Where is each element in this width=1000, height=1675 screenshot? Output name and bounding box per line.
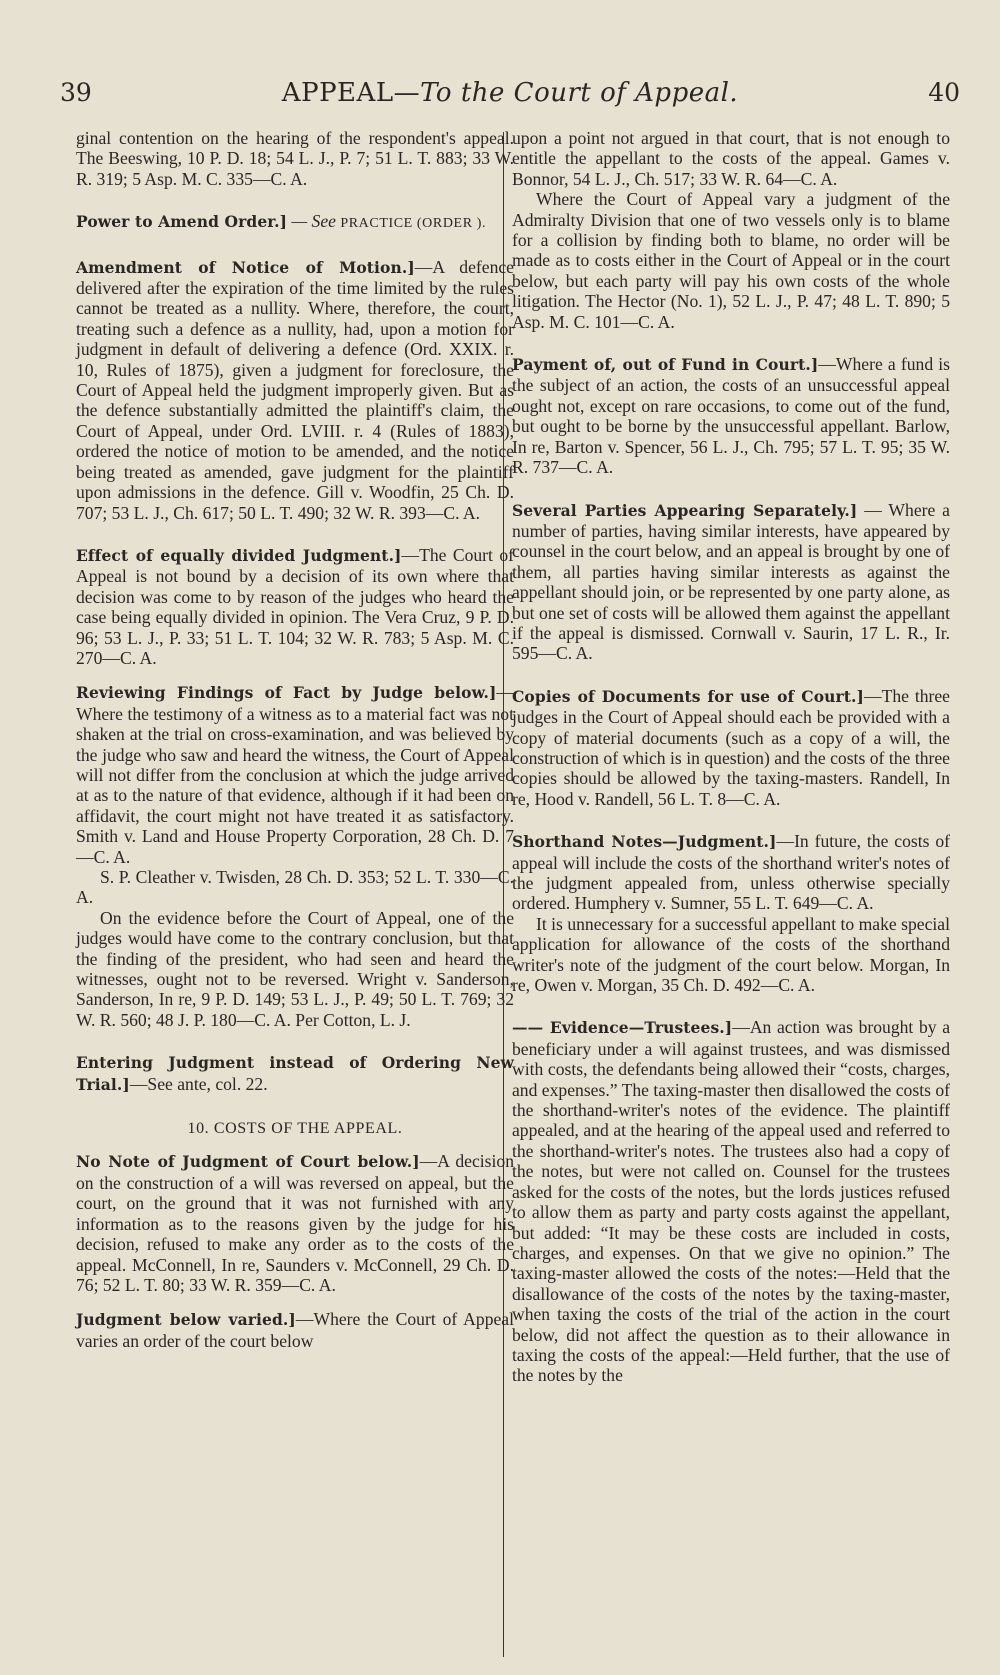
entry-heading: Power to Amend Order.] xyxy=(76,212,288,232)
entry-body: —An action was brought by a beneficiary under a will against trustees, and was dismissed with costs, the defendants being allowed their “costs, charges, and expenses.” The taxing-master then disallowed the costs of the shorthand-writer's notes of the evidence. The plaintiff appealed, and at the hearing of the appeal used and referred to the shorthand-writer's notes. The trustees also had a copy of the notes, but were not called on. Counsel for the trustees asked for the costs of the notes, but the lords justices refused to allow them as party and party costs against the appellant, but added: “It may be these costs are included in costs, charges, and expenses. On that we give no opinion.” The taxing-master allowed the costs of the notes:—Held that the disallowance of the costs of the notes by the taxing-master, when taxing the costs of the trial of the action in the court below, did not affect the question as to their allowance in taxing the costs of the appeal:—Held further, that the use of the notes by the xyxy=(512,1017,951,1386)
entry-body: —Where a fund is the subject of an action, the costs of an unsuccessful appeal ought not, except on rare occasions, to come out of the fund, but ought to be borne by the unsuccessful appellant. Barlow, In re, Barton v. Spencer, 56 L. J., Ch. 795; 57 L. T. 95; 35 W. R. 737—C. A. xyxy=(512,354,950,478)
entry-body: — Where a number of parties, having similar interests, have appeared by counsel in the court below, and an appeal is brought by one of them, all parties having similar interests as against the appellant should join, or be represented by one party alone, as but one set of costs will be allowed them against the appellant if the appeal is dismissed. Cornwall v. Saurin, 17 L. R., Ir. 595—C. A. xyxy=(512,499,950,664)
entry-heading: Several Parties Appearing Separately.] xyxy=(512,500,858,520)
running-title xyxy=(60,78,960,108)
entry-reviewing-findings xyxy=(76,682,514,867)
cross-reference: PRACTICE (ORDER ). xyxy=(340,216,487,232)
entry-body: —The Court of Appeal is not bound by a decision of its own where that decision was come to by reason of the judges who heard the case being equally divided in opinion. The Vera Cruz, 9 P. D. 96; 53 L. J., P. 33; 51 L. T. 104; 32 W. R. 783; 5 Asp. M. C. 270—C. A. xyxy=(76,544,514,668)
entry-copies-documents xyxy=(512,686,950,809)
entry-body: —A defence delivered after the expiration of the time limited by the rules cannot be treated as a nullity. Where, therefore, the court, treating such a defence as a nullity, had, upon a motion for judgment in default of delivering a defence (Ord. XXIX. r. 10, Rules of 1875), given a judgment for foreclosure, the Court of Appeal held the judgment improperly given. But as the defence substantially admitted the plaintiff's claim, the Court of Appeal, under Ord. LVIII. r. 4 (Rules of 1883), ordered the notice of motion to be amended, and the notice being treated as amended, gave judgment for the plaintiff upon admissions in the defence. Gill v. Woodfin, 25 Ch. D. 707; 53 L. J., Ch. 617; 50 L. T. 490; 32 W. R. 393—C. A. xyxy=(76,256,514,523)
entry-heading: Entering Judgment instead of Ordering New Trial.] xyxy=(76,1053,514,1094)
paragraph: S. P. Cleather v. Twisden, 28 Ch. D. 353; 52 L. T. 330—C. A. xyxy=(76,867,514,908)
entry-evidence-trustees xyxy=(512,1017,950,1385)
entry-amendment-notice xyxy=(76,257,514,523)
running-title-italic: To the Court of Appeal. xyxy=(420,78,739,108)
paragraph: Where the Court of Appeal vary a judgment of the Admiralty Division that one of two vessels only is to blame for a collision by finding both to blame, no order will be made as to costs either in the Court of Appeal or in the court below, but each party will pay his own costs of the whole litigation. The Hector (No. 1), 52 L. J., P. 47; 48 L. T. 890; 5 Asp. M. C. 101—C. A. xyxy=(512,189,950,332)
entry-entering-judgment xyxy=(76,1052,514,1095)
entry-heading: Effect of equally divided Judgment.] xyxy=(76,545,402,565)
paragraph: It is unnecessary for a successful appellant to make special application for allowance of the costs of the shorthand writer's note of the judgment of the court below. Morgan, In re, Owen v. Morgan, 35 Ch. D. 492—C. A. xyxy=(512,913,950,996)
entry-equally-divided xyxy=(76,545,514,668)
running-title-main: APPEAL— xyxy=(281,78,421,108)
entry-body: —See ante, col. 22. xyxy=(129,1073,268,1094)
entry-payment-fund xyxy=(512,354,950,477)
paragraph: On the evidence before the Court of Appeal, one of the judges would have come to the contrary conclusion, but that the finding of the president, who had seen and heard the witnesses, ought not to be reversed. Wright v. Sanderson, Sanderson, In re, 9 P. D. 149; 53 L. J., P. 49; 50 L. T. 769; 32 W. R. 560; 48 J. P. 180—C. A. Per Cotton, L. J. xyxy=(76,907,514,1030)
entry-body: —In future, the costs of appeal will include the costs of the shorthand writer's notes of the judgment appealed from, unless otherwise specially ordered. Humphery v. Sumner, 55 L. T. 649—C. A. xyxy=(512,831,950,914)
entry-heading: —— Evidence—Trustees.] xyxy=(512,1018,733,1038)
entry-body: —The three judges in the Court of Appeal should each be provided with a copy of material documents (such as a copy of a will, the construction of which is in question) and the costs of the three copies should be allowed by the taxing-masters. Randell, In re, Hood v. Randell, 56 L. T. 8—C. A. xyxy=(512,685,950,809)
entry-judgment-varied xyxy=(76,1309,514,1351)
paragraph: ginal contention on the hearing of the respondent's appeal. The Beeswing, 10 P. D. 18; 54 L. J., P. 7; 51 L. T. 883; 33 W. R. 319; 5 Asp. M. C. 335—C. A. xyxy=(76,128,514,189)
entry-several-parties xyxy=(512,500,950,664)
entry-heading: Reviewing Findings of Fact by Judge below.] xyxy=(76,683,497,703)
entry-body: —Where the testimony of a witness as to a material fact was not shaken at the trial on cross-examination, and was believed by the judge who saw and heard the witness, the Court of Appeal will not differ from the conclusion at which the judge arrived at as to the nature of that evidence, although if it had been on affidavit, the court might not have treated it as satisfactory. Smith v. Land and House Property Corporation, 28 Ch. D. 7—C. A. xyxy=(76,682,514,867)
see-label: — See xyxy=(287,211,341,232)
entry-body: —Where the Court of Appeal varies an order of the court below xyxy=(76,1309,514,1351)
left-column-number: 39 xyxy=(60,78,92,107)
left-column xyxy=(76,128,514,1351)
page-header xyxy=(60,78,960,118)
entry-power-to-amend xyxy=(76,211,514,234)
entry-heading: No Note of Judgment of Court below.] xyxy=(76,1152,420,1172)
entry-no-note xyxy=(76,1151,514,1295)
entry-heading: Shorthand Notes—Judgment.] xyxy=(512,832,777,852)
entry-heading: Payment of, out of Fund in Court.] xyxy=(512,355,819,375)
entry-heading: Copies of Documents for use of Court.] xyxy=(512,686,864,706)
entry-heading: Judgment below varied.] xyxy=(76,1310,296,1330)
section-title: 10. COSTS OF THE APPEAL. xyxy=(187,1120,403,1138)
entry-body: —A decision on the construction of a will was reversed on appeal, but the court, on the ground that it was not furnished with any information as to the reasons given by the judge for his decision, refused to make any order as to the costs of the appeal. McConnell, In re, Saunders v. McConnell, 29 Ch. D. 76; 52 L. T. 80; 33 W. R. 359—C. A. xyxy=(76,1151,514,1295)
entry-heading: Amendment of Notice of Motion.] xyxy=(76,257,415,277)
right-column-number: 40 xyxy=(928,78,960,107)
entry-shorthand-notes xyxy=(512,831,950,914)
right-column xyxy=(512,128,950,1386)
paragraph: upon a point not argued in that court, that is not enough to entitle the appellant to the costs of the appeal. Games v. Bonnor, 54 L. J., Ch. 517; 33 W. R. 64—C. A. xyxy=(512,128,950,189)
